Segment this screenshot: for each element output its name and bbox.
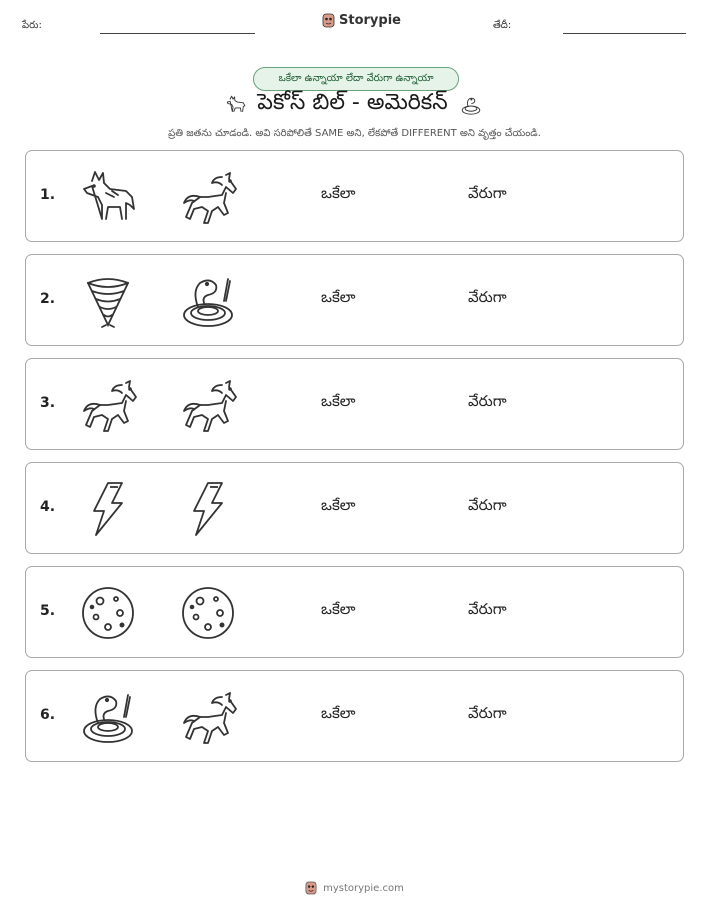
storypie-mascot-icon [322,13,335,28]
option-different[interactable]: వేరుగా [468,184,507,202]
question-card-4 [25,462,684,554]
brand-name: Storypie [339,13,401,28]
date-line[interactable] [563,33,686,34]
horse-icon [178,167,238,227]
coyote-icon [78,167,138,227]
page-title: పెకోస్ బిల్ - అమెరికన్ [257,90,448,115]
question-card-6 [25,670,684,762]
storypie-mascot-icon [305,881,317,895]
option-different[interactable]: వేరుగా [468,496,507,514]
moon-icon [178,583,238,643]
option-same[interactable]: ఒకేలా [321,184,356,202]
option-different[interactable]: వేరుగా [468,288,507,306]
footer [0,881,709,895]
horse-icon [78,375,138,435]
name-line[interactable] [100,33,255,34]
lightning-icon [78,479,138,539]
question-number: 1. [40,187,56,203]
horse-icon [178,687,238,747]
title-row [0,90,709,120]
question-number: 4. [40,499,56,515]
question-card-1 [25,150,684,242]
option-same[interactable]: ఒకేలా [321,600,356,618]
coyote-icon [225,94,247,116]
option-same[interactable]: ఒకేలా [321,392,356,410]
question-number: 3. [40,395,56,411]
option-same[interactable]: ఒకేలా [321,496,356,514]
question-number: 6. [40,707,56,723]
question-number: 2. [40,291,56,307]
option-same[interactable]: ఒకేలా [321,288,356,306]
question-card-2 [25,254,684,346]
option-different[interactable]: వేరుగా [468,704,507,722]
subtitle-pill: ఒకేలా ఉన్నాయా లేదా వేరుగా ఉన్నాయా [253,67,459,91]
tornado-icon [78,271,138,331]
snake-icon [78,687,138,747]
name-label: పేరు: [22,20,42,31]
option-same[interactable]: ఒకేలా [321,704,356,722]
horse-icon [178,375,238,435]
question-card-3 [25,358,684,450]
brand-logo [322,13,401,28]
lightning-icon [178,479,238,539]
date-label: తేదీ: [493,20,512,31]
option-different[interactable]: వేరుగా [468,600,507,618]
moon-icon [78,583,138,643]
snake-icon [178,271,238,331]
question-number: 5. [40,603,56,619]
instructions: ప్రతి జతను చూడండి. అవి సరిపోలితే SAME అని, లేకపోతే DIFFERENT అని వృత్తం చేయండి. [168,128,541,139]
question-card-5 [25,566,684,658]
footer-url[interactable]: mystorypie.com [323,882,404,894]
snake-icon [458,94,484,116]
option-different[interactable]: వేరుగా [468,392,507,410]
